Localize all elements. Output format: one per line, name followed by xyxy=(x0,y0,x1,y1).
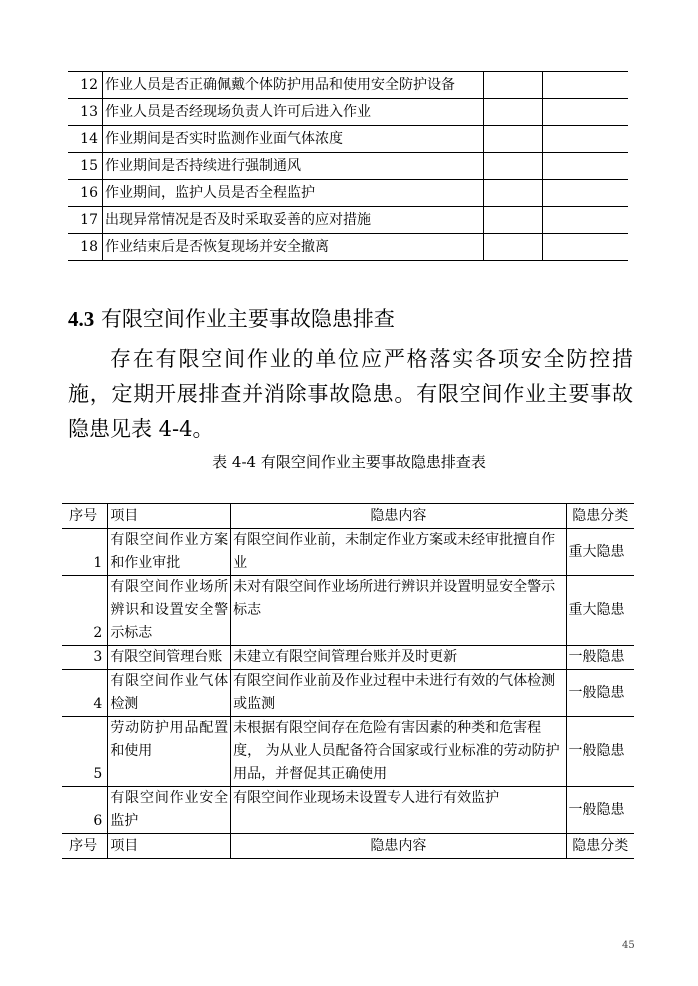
checklist-note-cell xyxy=(543,153,629,180)
row-content: 有限空间作业前及作业过程中未进行有效的气体检测或监测 xyxy=(231,670,566,717)
table-row xyxy=(62,576,634,646)
checklist-result-cell xyxy=(484,180,543,207)
row-item: 有限空间作业气体检测 xyxy=(108,670,231,717)
checklist-number: 15 xyxy=(68,153,103,180)
header-content: 隐患内容 xyxy=(231,504,566,529)
checklist-note-cell xyxy=(543,207,629,234)
row-item: 有限空间作业方案和作业审批 xyxy=(108,529,231,576)
row-item: 有限空间作业场所辨识和设置安全警示标志 xyxy=(108,576,231,646)
row-content: 未建立有限空间管理台账并及时更新 xyxy=(231,646,566,670)
row-class: 一般隐患 xyxy=(566,787,634,834)
row-content: 未根据有限空间存在危险有害因素的种类和危害程度， 为从业人员配备符合国家或行业标准的劳动防护用品，并督促其正确使用 xyxy=(231,717,566,787)
checklist-number: 13 xyxy=(68,99,103,126)
footer-item: 项目 xyxy=(108,834,231,859)
checklist-number: 12 xyxy=(68,72,103,99)
row-number: 2 xyxy=(62,576,108,646)
checklist-number: 16 xyxy=(68,180,103,207)
checklist-number: 14 xyxy=(68,126,103,153)
checklist-number: 17 xyxy=(68,207,103,234)
row-content: 有限空间作业现场未设置专人进行有效监护 xyxy=(231,787,566,834)
checklist-result-cell xyxy=(484,153,543,180)
row-item: 有限空间作业安全监护 xyxy=(108,787,231,834)
checklist-row xyxy=(68,153,628,180)
footer-no: 序号 xyxy=(62,834,108,859)
checklist-result-cell xyxy=(484,234,543,261)
hazard-table xyxy=(62,503,634,859)
row-item: 有限空间管理台账 xyxy=(108,646,231,670)
table-caption: 表 4-4 有限空间作业主要事故隐患排查表 xyxy=(212,453,486,471)
checklist-item: 作业人员是否正确佩戴个体防护用品和使用安全防护设备 xyxy=(103,72,484,99)
checklist-row xyxy=(68,234,628,261)
checklist-row xyxy=(68,180,628,207)
section-heading xyxy=(68,304,395,334)
row-item: 劳动防护用品配置和使用 xyxy=(108,717,231,787)
row-class: 重大隐患 xyxy=(566,529,634,576)
checklist-table xyxy=(68,71,628,261)
table-row xyxy=(62,787,634,834)
header-no: 序号 xyxy=(62,504,108,529)
footer-content: 隐患内容 xyxy=(231,834,566,859)
checklist-row xyxy=(68,207,628,234)
row-class: 一般隐患 xyxy=(566,670,634,717)
header-class: 隐患分类 xyxy=(566,504,634,529)
checklist-result-cell xyxy=(484,99,543,126)
row-class: 一般隐患 xyxy=(566,646,634,670)
checklist-note-cell xyxy=(543,126,629,153)
table-footer-header-row xyxy=(62,834,634,859)
checklist-result-cell xyxy=(484,126,543,153)
checklist-row xyxy=(68,99,628,126)
table-row xyxy=(62,646,634,670)
body-paragraph: 存在有限空间作业的单位应严格落实各项安全防控措施，定期开展排查并消除事故隐患。有限空间作业主要事故隐患见表 4-4。 xyxy=(68,347,633,441)
section-title: 有限空间作业主要事故隐患排查 xyxy=(100,307,395,331)
row-class: 一般隐患 xyxy=(566,717,634,787)
checklist-result-cell xyxy=(484,207,543,234)
row-number: 6 xyxy=(62,787,108,834)
footer-class: 隐患分类 xyxy=(566,834,634,859)
checklist-item: 出现异常情况是否及时采取妥善的应对措施 xyxy=(103,207,484,234)
row-content: 有限空间作业前，未制定作业方案或未经审批擅自作业 xyxy=(231,529,566,576)
table-row xyxy=(62,717,634,787)
checklist-row xyxy=(68,126,628,153)
checklist-note-cell xyxy=(543,180,629,207)
checklist-item: 作业期间是否实时监测作业面气体浓度 xyxy=(103,126,484,153)
table-row xyxy=(62,670,634,717)
page-number: 45 xyxy=(622,940,635,951)
checklist-row xyxy=(68,72,628,99)
checklist-number: 18 xyxy=(68,234,103,261)
row-number: 5 xyxy=(62,717,108,787)
table-header-row xyxy=(62,504,634,529)
row-class: 重大隐患 xyxy=(566,576,634,646)
table-row xyxy=(62,529,634,576)
checklist-note-cell xyxy=(543,99,629,126)
row-content: 未对有限空间作业场所进行辨识并设置明显安全警示标志 xyxy=(231,576,566,646)
checklist-result-cell xyxy=(484,72,543,99)
row-number: 4 xyxy=(62,670,108,717)
checklist-item: 作业期间是否持续进行强制通风 xyxy=(103,153,484,180)
checklist-item: 作业期间，监护人员是否全程监护 xyxy=(103,180,484,207)
checklist-item: 作业结束后是否恢复现场并安全撤离 xyxy=(103,234,484,261)
row-number: 1 xyxy=(62,529,108,576)
row-number: 3 xyxy=(62,646,108,670)
checklist-note-cell xyxy=(543,234,629,261)
checklist-note-cell xyxy=(543,72,629,99)
header-item: 项目 xyxy=(108,504,231,529)
section-number: 4.3 xyxy=(68,307,95,331)
checklist-item: 作业人员是否经现场负责人许可后进入作业 xyxy=(103,99,484,126)
